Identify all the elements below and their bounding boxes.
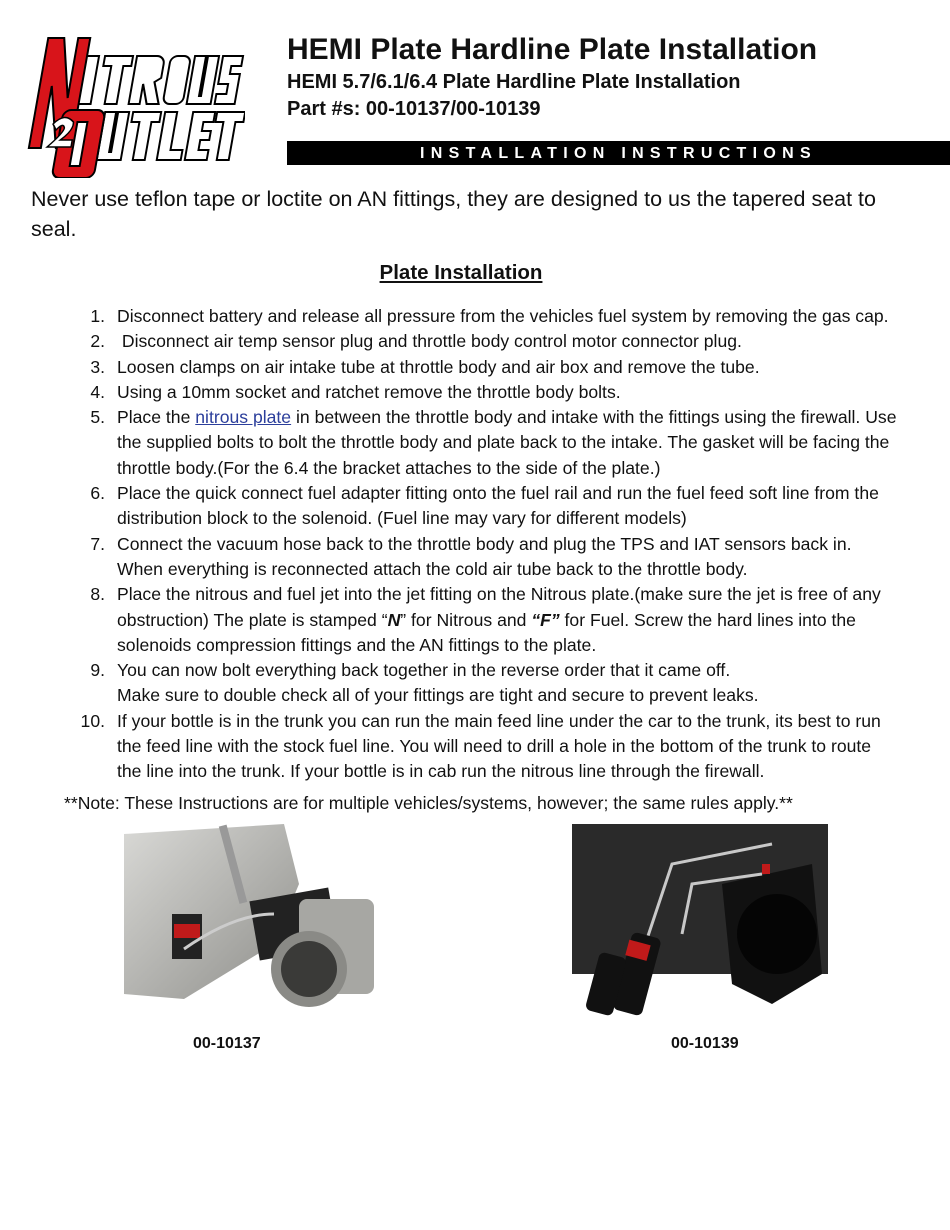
step-item [80,405,900,481]
product-photos [0,824,950,1074]
step-item [80,481,900,532]
document-body [0,260,950,1074]
step-number: 10. [80,710,105,731]
step-text: Using a 10mm socket and ratchet remove the throttle body bolts. [117,381,621,402]
product-photo-00-10139 [572,824,828,1022]
step-text: You can now bolt everything back together in the reverse order that it came off. [117,660,731,681]
product-photo-00-10137 [124,824,386,1014]
step-text: Place the nitrous and fuel jet into the jet fitting on the Nitrous plate.(make sure the jet is free of any obstruction) The plate is stamped “ [117,584,881,630]
installation-instructions-banner: INSTALLATION INSTRUCTIONS [287,141,950,165]
part-numbers: Part #s: 00-10137/00-10139 [287,98,541,120]
step-number: 8. [90,584,105,605]
step-number: 3. [90,356,105,377]
step-number: 5. [90,407,105,428]
step-text: Disconnect battery and release all pressure from the vehicles fuel system by removing the gas cap. [117,306,889,326]
step-text: Make sure to double check all of your fittings are tight and secure to prevent leaks. [117,685,759,706]
step-number: 4. [90,381,105,402]
step-number: 1. [90,306,105,326]
document-title: HEMI Plate Hardline Plate Installation [287,33,818,66]
document-subtitle: HEMI 5.7/6.1/6.4 Plate Hardline Plate Installation [287,71,741,93]
nitrous-stamp-letter: N [387,609,401,630]
step-text: for Fuel. Screw the hard lines into the solenoids compression fittings and the AN fittings to the plate. [117,609,856,655]
step-item [80,658,900,709]
step-item [80,709,900,785]
section-heading: Plate Installation [379,261,543,284]
step-item [80,355,900,380]
step-item [80,582,900,658]
step-text: Connect the vacuum hose back to the throttle body and plug the TPS and IAT sensors back in. When everything is reconnected attach the cold air tube back to the throttle body. [117,533,852,579]
step-text: Loosen clamps on air intake tube at throttle body and air box and remove the tube. [117,356,760,377]
step-text: If your bottle is in the trunk you can run the main feed line under the car to the trunk, its best to run the feed line with the stock fuel line. You will need to drill a hole in the bottom of the trunk to route the line into the trunk. If your bottle is in cab run the nitrous line through the firewall. [117,710,881,782]
note: **Note: These Instructions are for multiple vehicles/systems, however; the same rules apply.** [64,792,793,813]
step-number: 7. [90,533,105,554]
step-text: Disconnect air temp sensor plug and throttle body control motor connector plug. [117,331,742,352]
step-item [80,304,900,329]
nitrous-plate-link[interactable]: nitrous plate [195,407,292,428]
step-number: 6. [90,483,105,504]
intro-warning: Never use teflon tape or loctite on AN fittings, they are designed to us the tapered seat to seal. [31,187,876,241]
step-item [80,380,900,405]
step-text: Place the quick connect fuel adapter fitting onto the fuel rail and run the fuel feed soft line from the distribution block to the solenoid. (Fuel line may vary for different models) [117,483,879,529]
fuel-stamp-letter: “F” [531,609,560,630]
step-text: Place the [117,407,196,428]
step-item [80,329,900,354]
step-text: in between the throttle body and intake with the fittings using the firewall. Use the supplied bolts to bolt the throttle body and plate back to the intake. The gasket will be facing the throttle body.(For the 6.4 the bracket attaches to the side of the plate.) [117,407,897,478]
step-item [80,532,900,583]
step-number: 9. [90,660,105,681]
step-number: 2. [90,331,105,352]
photo-caption: 00-10137 [193,1034,261,1052]
installation-steps [80,304,900,785]
photo-caption: 00-10139 [671,1034,739,1052]
step-text: ” for Nitrous and [400,609,532,630]
nitrous-outlet-logo [20,28,245,178]
